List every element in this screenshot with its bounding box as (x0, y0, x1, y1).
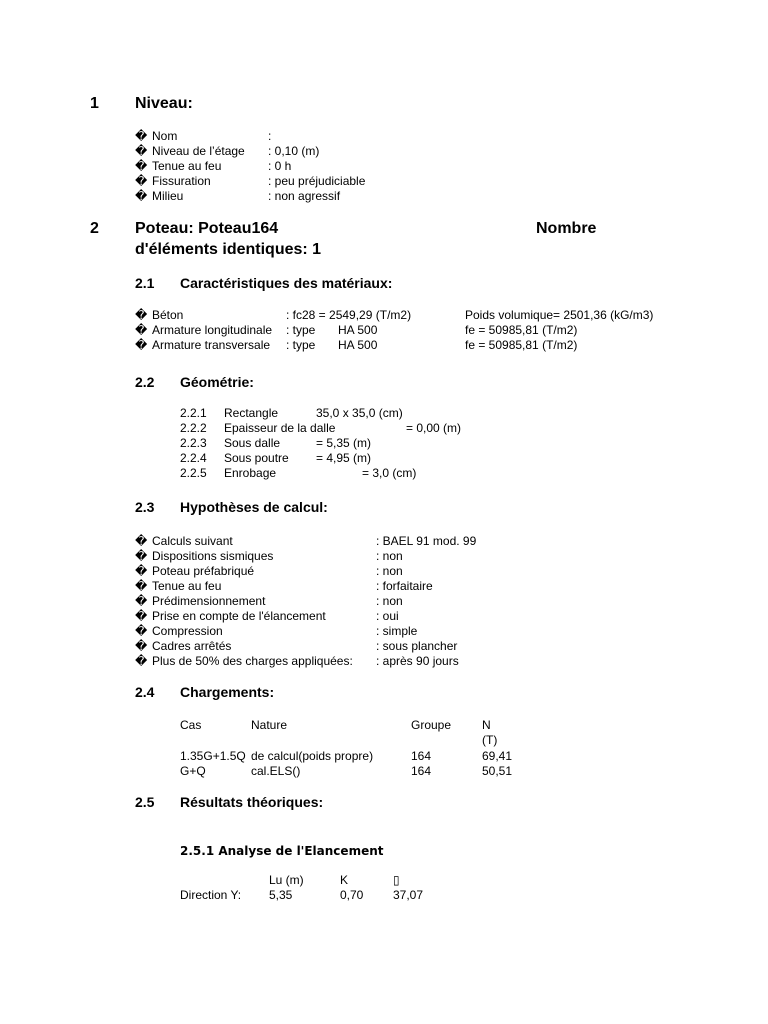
geometry-item-label: Rectangle (224, 406, 279, 420)
bullet-marker: � (135, 534, 148, 548)
bullet-marker: � (135, 624, 148, 638)
hypothesis-value: : après 90 jours (376, 654, 459, 668)
geometry-item-label: Sous dalle (224, 436, 281, 450)
load-case: G+Q (180, 764, 206, 778)
slenderness-row-lambda: 37,07 (393, 888, 424, 902)
geometry-item-value: = 5,35 (m) (316, 436, 372, 450)
section-2-title-line2: d'éléments identiques: 1 (135, 241, 322, 258)
material-type: HA 500 (338, 338, 378, 352)
bullet-marker: � (135, 323, 148, 337)
load-group: 164 (411, 749, 432, 763)
section-1-number: 1 (90, 95, 99, 112)
level-item-label: Niveau de l’étage (152, 144, 245, 158)
material-label: Armature longitudinale (152, 323, 273, 337)
level-item-value: : peu préjudiciable (268, 174, 366, 188)
hypothesis-label: Calculs suivant (152, 534, 233, 548)
level-item-label: Milieu (152, 189, 184, 203)
bullet-marker: � (135, 639, 148, 653)
material-label: Béton (152, 308, 184, 322)
hypothesis-label: Prise en compte de l'élancement (152, 609, 326, 623)
material-property: fe = 50985,81 (T/m2) (465, 338, 578, 352)
bullet-marker: � (135, 189, 148, 203)
section-2-2-number: 2.2 (135, 374, 155, 390)
slenderness-header-k: K (340, 873, 349, 887)
bullet-marker: � (135, 564, 148, 578)
geometry-item-label: Sous poutre (224, 451, 289, 465)
section-2-2-title: Géométrie: (180, 374, 254, 390)
section-2-1-title: Caractéristiques des matériaux: (180, 275, 393, 291)
load-n: 69,41 (482, 749, 513, 763)
loads-header-nature: Nature (251, 718, 288, 732)
bullet-marker: � (135, 654, 148, 668)
bullet-marker: � (135, 144, 148, 158)
slenderness-row-label: Direction Y: (180, 888, 242, 902)
slenderness-header-lu: Lu (m) (269, 873, 304, 887)
bullet-marker: � (135, 338, 148, 352)
material-value: : type (286, 338, 316, 352)
hypothesis-value: : simple (376, 624, 418, 638)
section-2-number: 2 (90, 220, 99, 237)
slenderness-header-lambda: ▯ (393, 873, 400, 887)
geometry-item-number: 2.2.1 (180, 406, 207, 420)
geometry-item-value: = 0,00 (m) (406, 421, 462, 435)
section-1-title: Niveau: (135, 95, 193, 112)
level-item-value: : non agressif (268, 189, 341, 203)
hypothesis-label: Plus de 50% des charges appliquées: (152, 654, 353, 668)
hypothesis-label: Poteau préfabriqué (152, 564, 255, 578)
hypothesis-label: Compression (152, 624, 223, 638)
slenderness-row-lu: 5,35 (269, 888, 293, 902)
material-property: Poids volumique= 2501,36 (kG/m3) (465, 308, 654, 322)
bullet-marker: � (135, 594, 148, 608)
level-item-label: Tenue au feu (152, 159, 222, 173)
material-value: : fc28 = 2549,29 (T/m2) (286, 308, 412, 322)
level-item-value: : 0 h (268, 159, 292, 173)
section-2-3-number: 2.3 (135, 499, 155, 515)
bullet-marker: � (135, 159, 148, 173)
level-item-value: : (268, 129, 272, 143)
section-2-4-title: Chargements: (180, 684, 275, 700)
hypothesis-value: : non (376, 594, 403, 608)
bullet-marker: � (135, 174, 148, 188)
geometry-item-label: Enrobage (224, 466, 277, 480)
bullet-marker: � (135, 308, 148, 322)
section-2-title: Poteau: Poteau164 (135, 220, 279, 237)
loads-header-groupe: Groupe (411, 718, 452, 732)
section-2-5-number: 2.5 (135, 794, 155, 810)
hypothesis-label: Dispositions sismiques (152, 549, 274, 563)
material-property: fe = 50985,81 (T/m2) (465, 323, 578, 337)
geometry-item-value: = 3,0 (cm) (362, 466, 417, 480)
hypothesis-value: : BAEL 91 mod. 99 (376, 534, 477, 548)
bullet-marker: � (135, 129, 148, 143)
level-item-label: Nom (152, 129, 178, 143)
hypothesis-value: : oui (376, 609, 399, 623)
hypothesis-label: Cadres arrêtés (152, 639, 232, 653)
loads-header-cas: Cas (180, 718, 202, 732)
hypothesis-value: : non (376, 549, 403, 563)
loads-header-n-unit: (T) (482, 733, 498, 747)
material-value: : type (286, 323, 316, 337)
section-2-3-title: Hypothèses de calcul: (180, 499, 328, 515)
load-group: 164 (411, 764, 432, 778)
hypothesis-label: Prédimensionnement (152, 594, 266, 608)
material-label: Armature transversale (152, 338, 271, 352)
section-2-1-number: 2.1 (135, 275, 155, 291)
geometry-item-number: 2.2.3 (180, 436, 207, 450)
load-case: 1.35G+1.5Q (180, 749, 246, 763)
geometry-item-value: 35,0 x 35,0 (cm) (316, 406, 403, 420)
bullet-marker: � (135, 549, 148, 563)
loads-header-n: N (482, 718, 491, 732)
geometry-item-number: 2.2.2 (180, 421, 207, 435)
load-nature: de calcul(poids propre) (251, 749, 374, 763)
hypothesis-label: Tenue au feu (152, 579, 222, 593)
bullet-marker: � (135, 579, 148, 593)
slenderness-row-k: 0,70 (340, 888, 364, 902)
section-2-5-title: Résultats théoriques: (180, 794, 324, 810)
section-2-5-1-title: 2.5.1 Analyse de l'Elancement (180, 844, 384, 858)
geometry-item-number: 2.2.4 (180, 451, 207, 465)
hypothesis-value: : forfaitaire (376, 579, 433, 593)
hypothesis-value: : non (376, 564, 403, 578)
section-2-title-right: Nombre (536, 220, 597, 237)
level-item-value: : 0,10 (m) (268, 144, 320, 158)
hypothesis-value: : sous plancher (376, 639, 458, 653)
load-nature: cal.ELS() (251, 764, 301, 778)
level-item-label: Fissuration (152, 174, 211, 188)
material-type: HA 500 (338, 323, 378, 337)
geometry-item-value: = 4,95 (m) (316, 451, 372, 465)
load-n: 50,51 (482, 764, 513, 778)
geometry-item-label: Epaisseur de la dalle (224, 421, 336, 435)
geometry-item-number: 2.2.5 (180, 466, 207, 480)
bullet-marker: � (135, 609, 148, 623)
section-2-4-number: 2.4 (135, 684, 155, 700)
